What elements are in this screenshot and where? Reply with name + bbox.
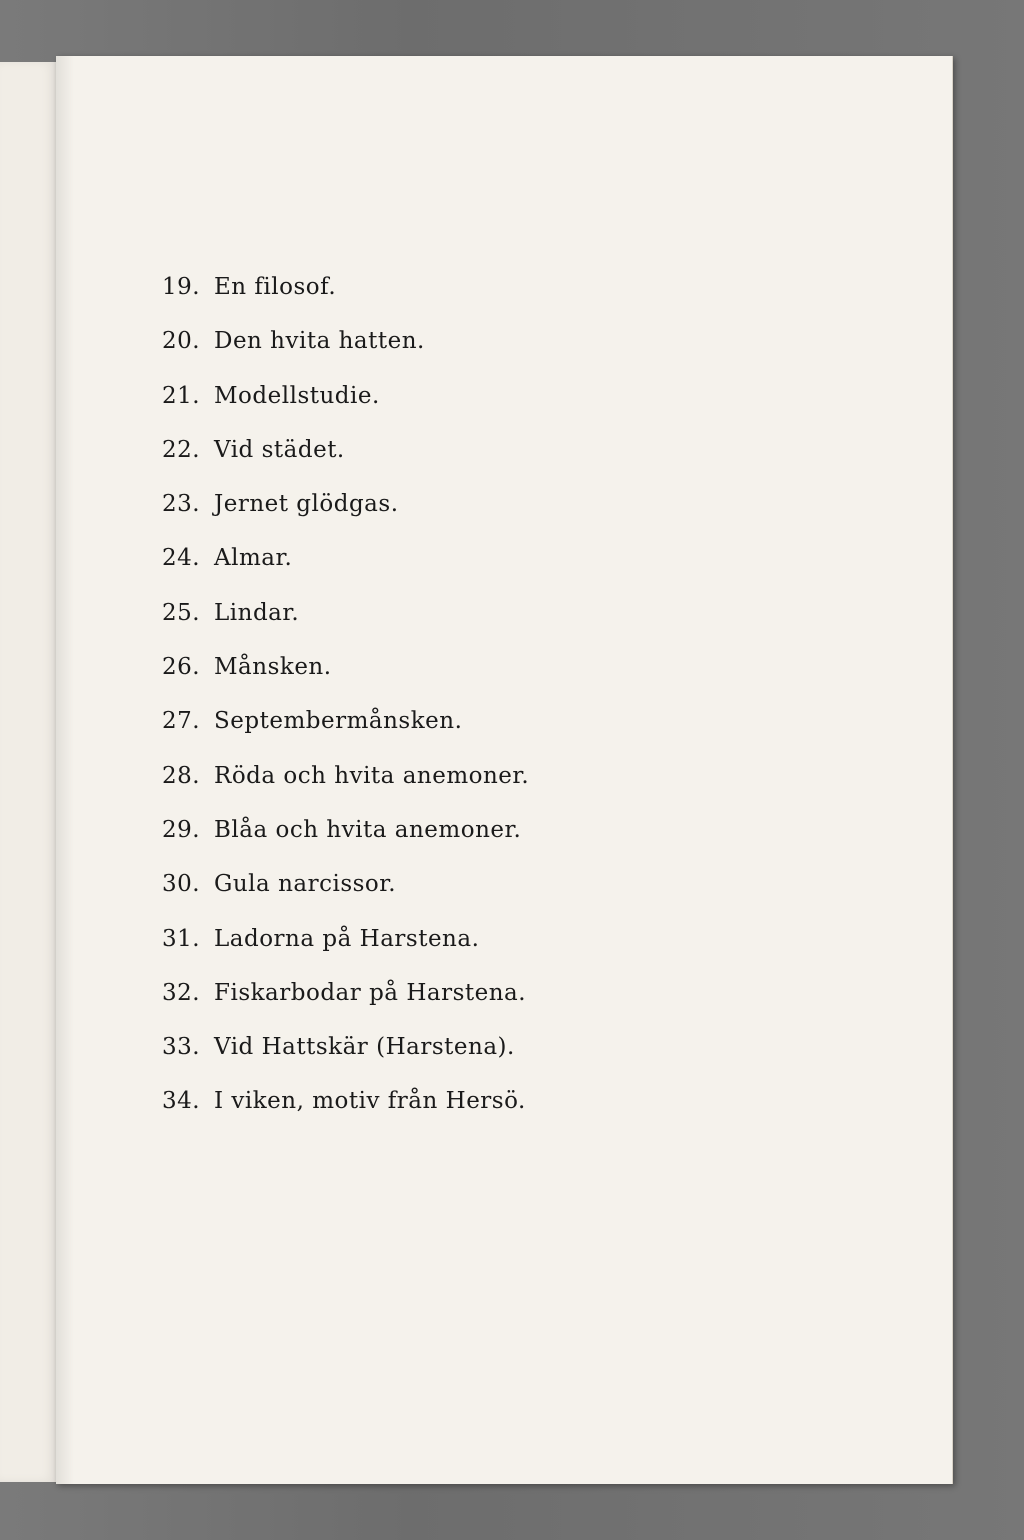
catalog-entry (162, 694, 529, 748)
catalog-entry (162, 260, 529, 314)
entry-title: Almar. (214, 545, 293, 572)
entry-number: 26. (162, 654, 201, 681)
catalog-entry (162, 749, 529, 803)
catalog-entry (162, 369, 529, 423)
entry-number: 32. (162, 979, 201, 1006)
catalog-entry (162, 912, 529, 966)
entry-number: 20. (162, 328, 201, 355)
facing-page-edge (0, 62, 57, 1482)
entry-title: Månsken. (214, 654, 332, 681)
entry-title: Den hvita hatten. (214, 328, 425, 355)
catalog-entry (162, 531, 529, 585)
entry-title: Vid städet. (214, 436, 345, 463)
catalog-entry (162, 314, 529, 368)
entry-title: En filosof. (214, 274, 337, 300)
entry-title: Modellstudie. (214, 382, 380, 409)
entry-title: Blåa och hvita anemoner. (214, 816, 522, 843)
page-gutter-shadow (56, 56, 74, 1484)
entry-title: Jernet glödgas. (214, 491, 399, 518)
entry-title: Fiskarbodar på Harstena. (214, 979, 527, 1006)
entry-title: Röda och hvita anemoner. (214, 762, 530, 789)
catalog-entry (162, 857, 529, 911)
entry-number: 30. (162, 871, 201, 898)
catalog-list (162, 260, 529, 1129)
entry-number: 23. (162, 491, 201, 518)
entry-number: 28. (162, 762, 201, 789)
catalog-entry (162, 803, 529, 857)
entry-title: Lindar. (214, 599, 300, 626)
entry-number: 19. (162, 274, 201, 300)
catalog-entry (162, 586, 529, 640)
entry-title: Vid Hattskär (Harstena). (214, 1034, 515, 1061)
entry-number: 22. (162, 436, 201, 463)
entry-title: Gula narcissor. (214, 871, 397, 898)
entry-title: I viken, motiv från Hersö. (214, 1088, 526, 1115)
catalog-entry (162, 477, 529, 531)
entry-number: 25. (162, 599, 201, 626)
entry-number: 24. (162, 545, 201, 572)
catalog-entry (162, 640, 529, 694)
entry-number: 34. (162, 1088, 201, 1115)
entry-number: 31. (162, 925, 201, 952)
entry-number: 33. (162, 1034, 201, 1061)
catalog-entry (162, 966, 529, 1020)
catalog-entry (162, 1074, 529, 1128)
entry-title: Septembermånsken. (214, 708, 463, 735)
entry-number: 21. (162, 382, 201, 409)
catalog-entry (162, 423, 529, 477)
catalog-page (56, 56, 953, 1484)
entry-number: 27. (162, 708, 201, 735)
catalog-entry (162, 1020, 529, 1074)
entry-title: Ladorna på Harstena. (214, 925, 480, 952)
entry-number: 29. (162, 816, 201, 843)
